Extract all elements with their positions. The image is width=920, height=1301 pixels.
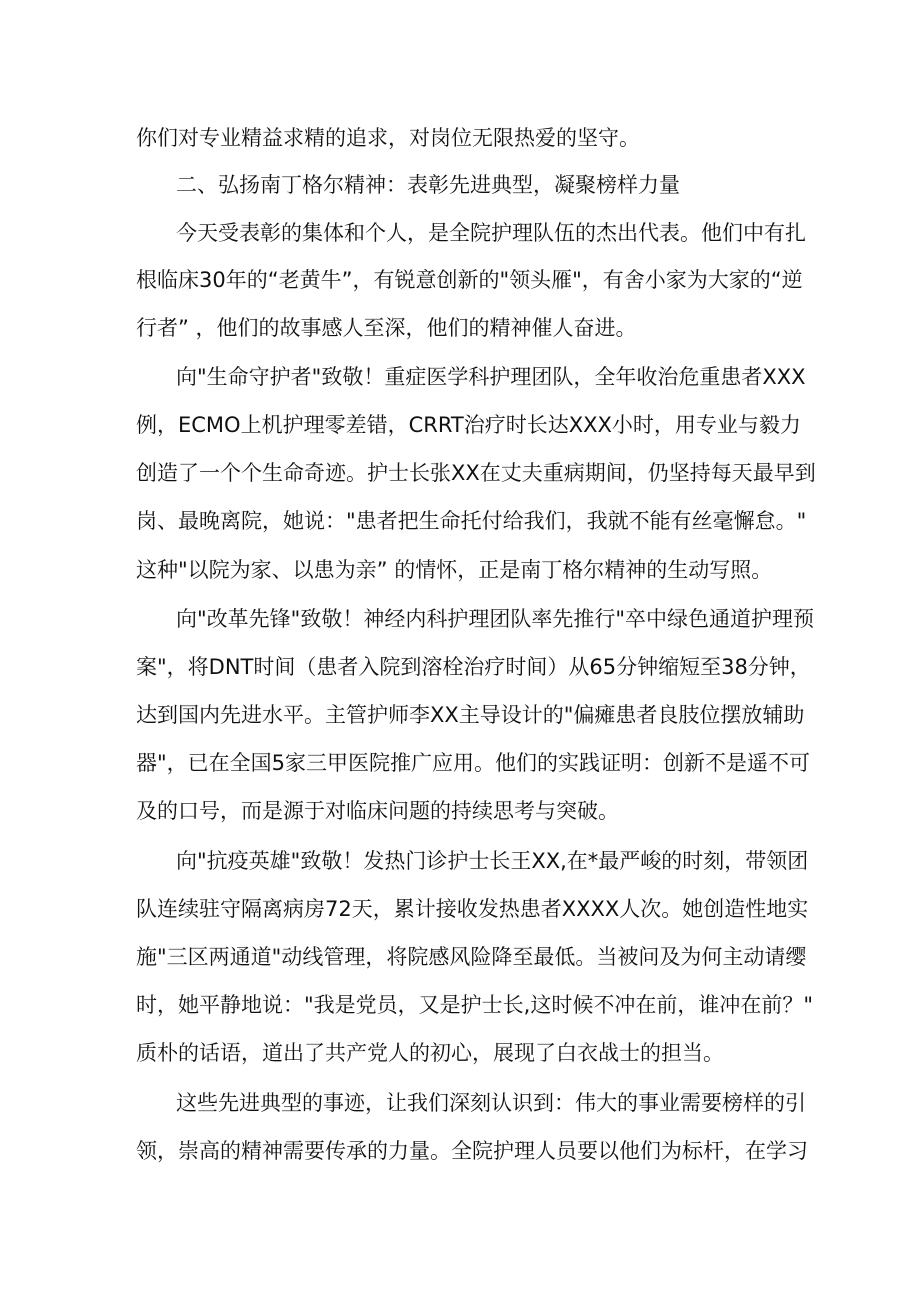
text-line-1: 你们对专业精益求精的追求，对岗位无限热爱的坚守。 [136, 126, 640, 150]
text-line-5: 行者” ，他们的故事感人至深，他们的精神催人奋进。 [136, 316, 637, 340]
text-line-4: 根临床30年的“老黄牛”，有锐意创新的"领头雁"，有舍小家为大家的“逆 [136, 268, 803, 292]
text-line-9: 岗、最晚离院，她说："患者把生命托付给我们，我就不能有丝毫懈怠。" [136, 509, 807, 533]
text-line-15: 及的口号，而是源于对临床问题的持续思考与突破。 [136, 799, 619, 823]
text-line-14: 器"，已在全国5家三甲医院推广应用。他们的实践证明：创新不是遥不可 [136, 751, 811, 775]
text-line-10: 这种"以院为家、以患为亲” 的情怀，正是南丁格尔精神的生动写照。 [136, 558, 773, 582]
text-line-18: 施"三区两通道"动线管理，将院感风险降至最低。当被问及为何主动请缨 [136, 945, 807, 969]
text-line-12: 案"，将DNT时间（患者入院到溶栓治疗时间）从65分钟缩短至38分钟， [136, 655, 811, 679]
text-line-6: 向"生命守护者"致敬！重症医学科护理团队，全年收治危重患者XXX [176, 365, 806, 389]
text-line-11: 向"改革先锋"致敬！神经内科护理团队率先推行"卒中绿色通道护理预 [176, 607, 814, 631]
text-line-17: 队连续驻守隔离病房72天，累计接收发热患者XXXX人次。她创造性地实 [136, 897, 809, 921]
text-line-20: 质朴的话语，道出了共产党人的初心，展现了白衣战士的担当。 [136, 1041, 724, 1065]
text-line-7: 例，ECMO上机护理零差错，CRRT治疗时长达XXX小时，用专业与毅力 [136, 413, 801, 437]
text-line-19: 时，她平静地说："我是党员，又是护士长,这时候不冲在前，谁冲在前？" [136, 993, 813, 1017]
text-line-21: 这些先进典型的事迹，让我们深刻认识到：伟大的事业需要榜样的引 [176, 1091, 806, 1115]
text-line-8: 创造了一个个生命奇迹。护士长张XX在丈夫重病期间，仍坚持每天最早到 [136, 461, 816, 485]
text-line-22: 领，崇高的精神需要传承的力量。全院护理人员要以他们为标杆，在学习 [136, 1139, 808, 1163]
text-line-3: 今天受表彰的集体和个人，是全院护理队伍的杰出代表。他们中有扎 [176, 221, 806, 245]
section-heading: 二、弘扬南丁格尔精神：表彰先进典型，凝聚榜样力量 [176, 173, 680, 197]
text-line-13: 达到国内先进水平。主管护师李XX主导设计的"偏瘫患者良肢位摆放辅助 [136, 703, 805, 727]
text-line-16: 向"抗疫英雄"致敬！发热门诊护士长王XX,在*最严峻的时刻，带领团 [176, 849, 809, 873]
